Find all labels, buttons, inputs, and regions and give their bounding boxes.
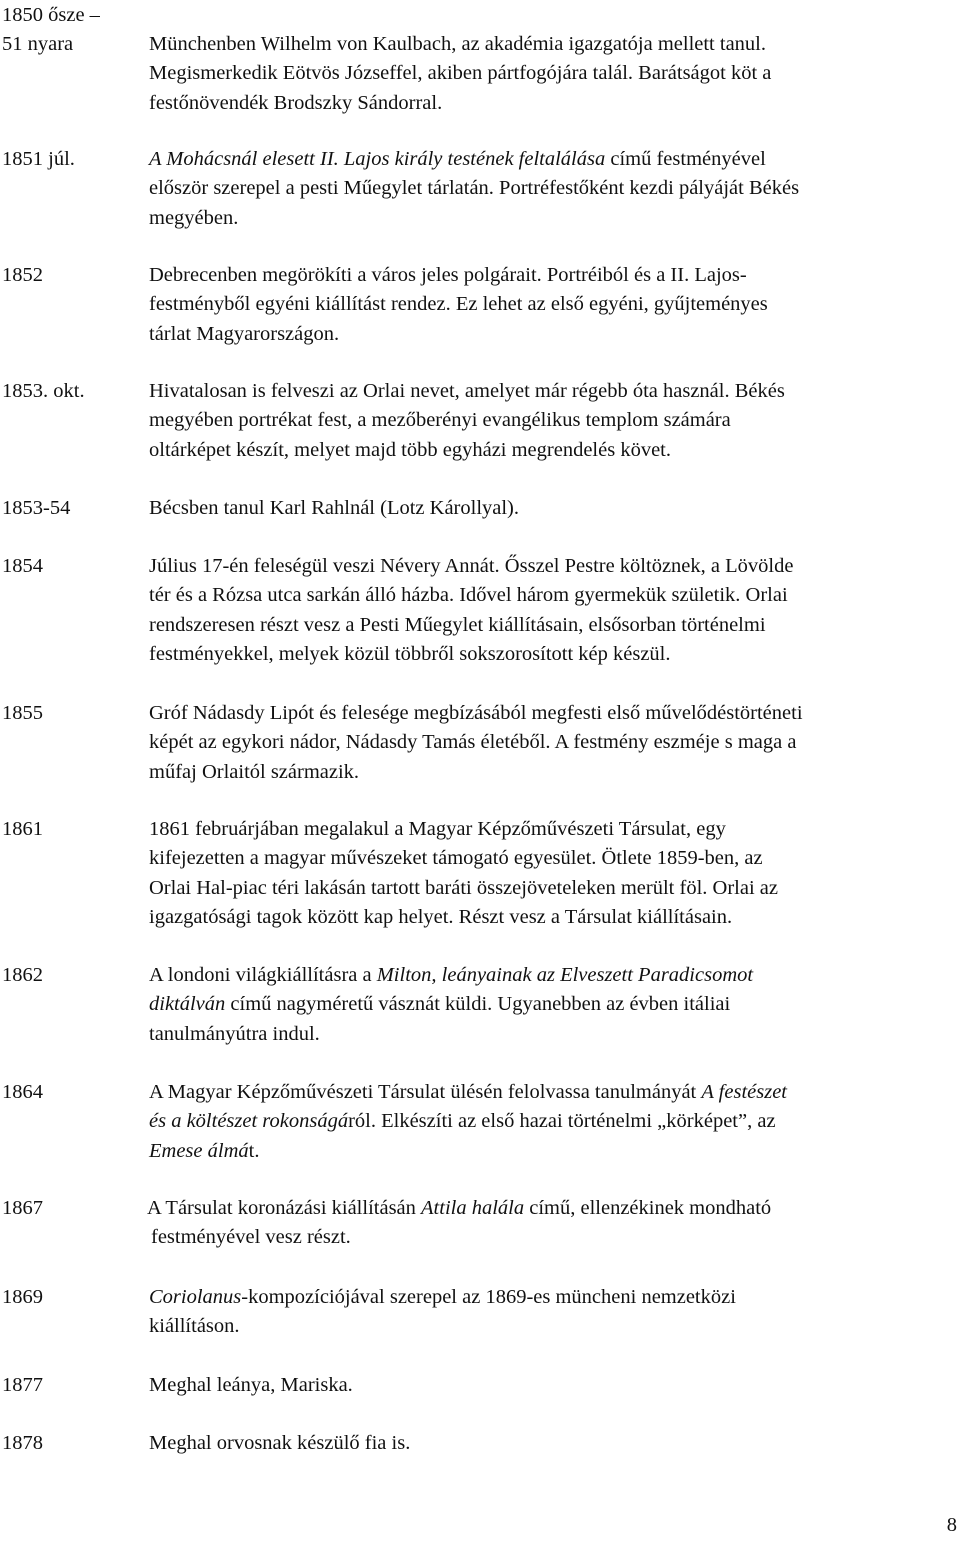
painting-title: diktálván [149, 993, 226, 1016]
entry-line: kifejezetten a magyar művészeket támogató egyesület. Ötlete 1859-ben, az [149, 847, 763, 870]
entry-text [149, 699, 939, 787]
entry-date: 1867 [2, 1197, 43, 1219]
page-number: 8 [946, 1514, 957, 1536]
entry-line: először szerepel a pesti Műegylet tárlatán. Portréfestőként kezdi pályáját Békés [149, 177, 800, 200]
entry-line: tér és a Rózsa utca sarkán álló házba. Idővel három gyermekük születik. Orlai [149, 584, 788, 607]
entry-line: A Társulat koronázási kiállításán Attila halála című, ellenzékinek mondható [147, 1197, 772, 1219]
entry-line: műfaj Orlaitól származik. [149, 760, 360, 783]
entry-line: megyében. [149, 206, 239, 229]
entry-text [149, 1283, 939, 1342]
entry-date: 1862 [2, 964, 43, 986]
entry-text [149, 1429, 939, 1458]
entry-line: igazgatósági tagok között kap helyet. Részt vesz a Társulat kiállításain. [149, 905, 733, 928]
entry-line: Coriolanus-kompozíciójával szerepel az 1869-es müncheni nemzetközi [149, 1286, 736, 1308]
entry-line: megyében portrékat fest, a mezőberényi evangélikus templom számára [149, 409, 731, 432]
entry-line: Münchenben Wilhelm von Kaulbach, az akadémia igazgatója mellett tanul. [149, 33, 766, 55]
entry-line: oltárképet készít, melyet majd több egyházi megrendelés követ. [149, 438, 671, 461]
entry-line: festményekkel, melyek közül többről sokszorosított kép készül. [149, 642, 671, 665]
entry-date: 51 nyara [2, 33, 74, 55]
entry-line: 1861 februárjában megalakul a Magyar Képzőművészeti Társulat, egy [149, 818, 726, 840]
entry-text [149, 494, 939, 523]
entry-line: és a költészet rokonságáról. Elkészíti az első hazai történelmi „körképet”, az [149, 1110, 776, 1133]
entry-text [149, 815, 939, 932]
painting-title: A Mohácsnál elesett II. Lajos király testének feltalálása [149, 148, 606, 170]
entry-date: 1861 [2, 818, 43, 840]
entry-date: 1855 [2, 702, 43, 724]
entry-text [149, 145, 939, 233]
entry-date: 1853-54 [2, 497, 71, 519]
entry-date: 1852 [2, 264, 43, 286]
entry-text [149, 377, 939, 465]
entry-line: Megismerkedik Eötvös Józseffel, akiben pártfogójára talál. Barátságot köt a [149, 62, 772, 85]
entry-date: 1854 [2, 555, 43, 577]
study-title: és a költészet rokonságá [149, 1110, 349, 1133]
entry-line: A londoni világkiállításra a Milton, leányainak az Elveszett Paradicsomot [149, 964, 754, 986]
entry-text [147, 1194, 937, 1253]
entry-line: Bécsben tanul Karl Rahlnál (Lotz Károllyal). [149, 497, 520, 519]
entry-line: A Magyar Képzőművészeti Társulat ülésén felolvassa tanulmányát A festészet [149, 1081, 787, 1103]
entry-line: A Mohácsnál elesett II. Lajos király testének feltalálása című festményével [149, 148, 766, 170]
entry-line: Debrecenben megörökíti a város jeles polgárait. Portréiból és a II. Lajos- [149, 264, 747, 286]
painting-title: Emese álmá [149, 1139, 249, 1162]
entry-line: rendszeresen részt vesz a Pesti Műegylet kiállításain, elsősorban történelmi [149, 613, 766, 636]
entry-date: 1877 [2, 1374, 43, 1396]
entry-line: Meghal leánya, Mariska. [149, 1374, 353, 1396]
entry-line: Hivatalosan is felveszi az Orlai nevet, amelyet már régebb óta használ. Békés [149, 380, 785, 402]
entry-date: 1864 [2, 1081, 43, 1103]
entry-line: festményével vesz részt. [151, 1226, 351, 1249]
entry-date: 1853. okt. [2, 380, 85, 402]
entry-date-line: 1850 ősze – [2, 4, 100, 26]
entry-line: tárlat Magyarországon. [149, 322, 340, 345]
painting-title: Milton, leányainak az Elveszett Paradicsomot [376, 964, 754, 986]
entry-text [149, 961, 939, 1049]
entry-date: 1869 [2, 1286, 43, 1308]
entry-line: Meghal orvosnak készülő fia is. [149, 1432, 411, 1454]
entry-line: festményből egyéni kiállítást rendez. Ez lehet az első egyéni, gyűjteményes [149, 293, 768, 316]
entry-line: tanulmányútra indul. [149, 1022, 320, 1045]
entry-line: kiállításon. [149, 1315, 240, 1338]
entry-line: képét az egykori nádor, Nádasdy Tamás életéből. A festmény eszméje s maga a [149, 731, 797, 754]
entry-text [149, 30, 939, 118]
study-title: A festészet [701, 1081, 787, 1103]
entry-line: Orlai Hal-piac téri lakásán tartott baráti összejöveteleken merült föl. Orlai az [149, 876, 778, 899]
entry-date: 1851 júl. [2, 148, 75, 170]
painting-title: Attila halála [421, 1197, 525, 1219]
entry-line: diktálván című nagyméretű vásznát küldi. Ugyanebben az évben itáliai [149, 993, 731, 1016]
entry-text [149, 552, 939, 669]
entry-text [149, 1078, 939, 1166]
entry-text [149, 1371, 939, 1400]
entry-text [149, 261, 939, 349]
painting-title: Coriolanus [149, 1286, 242, 1308]
entry-line: Július 17-én feleségül veszi Névery Annát. Ősszel Pestre költöznek, a Lövölde [149, 555, 794, 577]
entry-line: Emese álmát. [149, 1139, 260, 1162]
entry-date: 1878 [2, 1432, 43, 1454]
entry-line: festőnövendék Brodszky Sándorral. [149, 91, 443, 114]
entry-line: Gróf Nádasdy Lipót és felesége megbízásából megfesti első művelődéstörténeti [149, 702, 803, 724]
